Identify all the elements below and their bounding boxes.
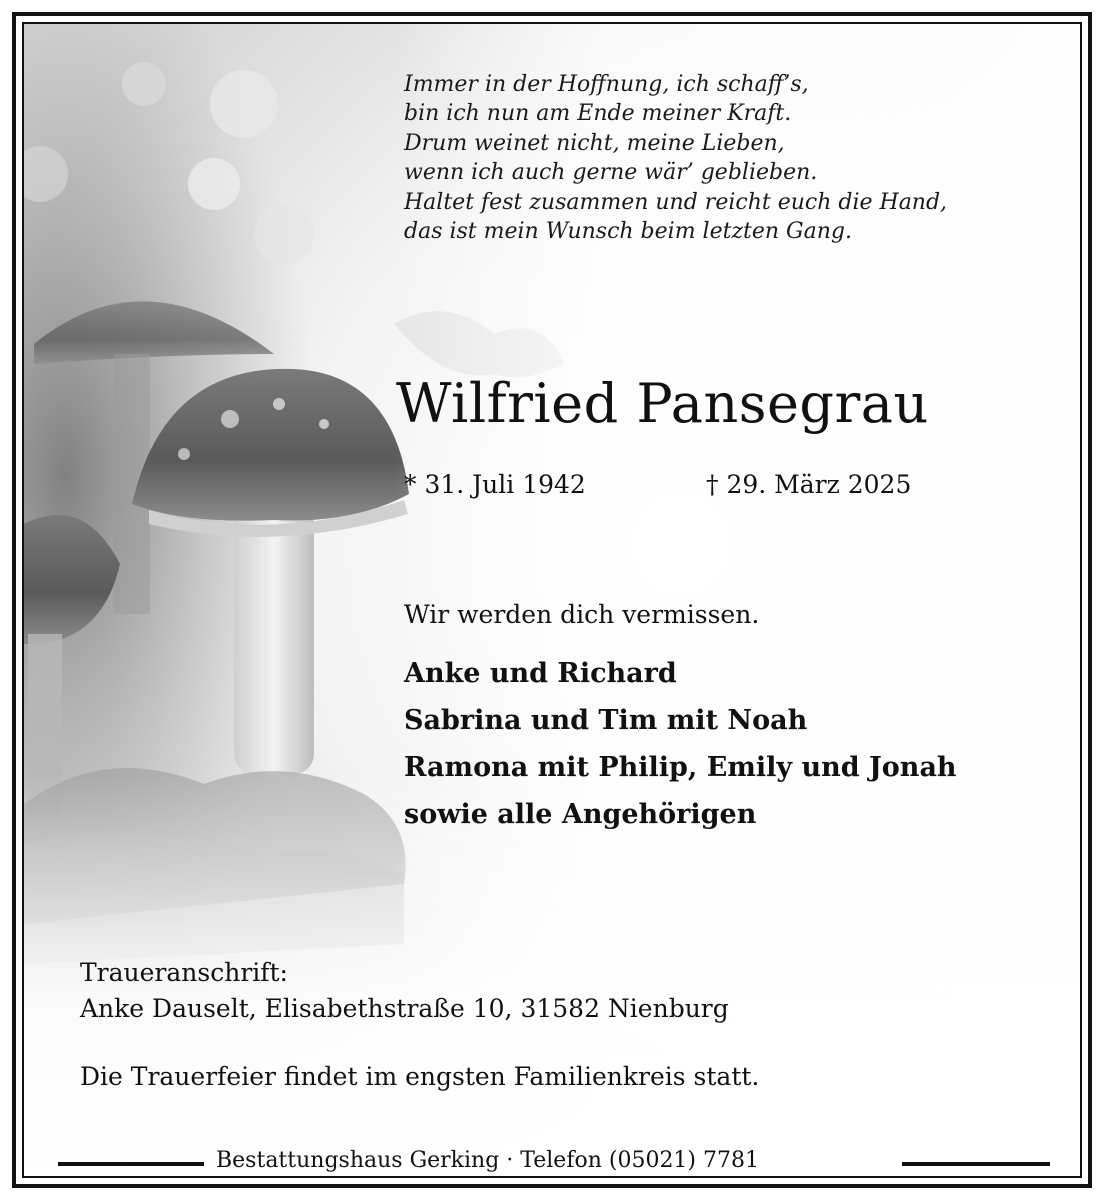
survivor-line: Anke und Richard [404, 658, 677, 689]
death-date: † 29. März 2025 [706, 470, 912, 499]
deceased-name: Wilfried Pansegrau [396, 372, 929, 435]
poem-line: bin ich nun am Ende meiner Kraft. [404, 101, 792, 127]
farewell-message: Wir werden dich vermissen. [404, 600, 760, 629]
obituary-card [22, 22, 1082, 1178]
survivors-list [404, 650, 957, 838]
poem [404, 70, 1064, 246]
poem-line: Immer in der Hoffnung, ich schaff’s, [404, 72, 809, 97]
poem-line: Haltet fest zusammen und reicht euch die Hand, [404, 189, 948, 215]
footer-rule-left [58, 1162, 204, 1166]
survivor-line: sowie alle Angehörigen [404, 799, 757, 830]
footer-rule-right [902, 1162, 1050, 1166]
address-label: Traueranschrift: [80, 958, 288, 987]
survivor-line: Sabrina und Tim mit Noah [404, 705, 808, 736]
funeral-home-footer [24, 1148, 1082, 1178]
ceremony-note: Die Trauerfeier findet im engsten Familienkreis statt. [80, 1062, 760, 1091]
poem-line: das ist mein Wunsch beim letzten Gang. [404, 219, 852, 245]
life-dates [404, 470, 912, 499]
funeral-home-contact: Bestattungshaus Gerking · Telefon (05021) 7781 [216, 1148, 759, 1173]
address-line: Anke Dauselt, Elisabethstraße 10, 31582 Nienburg [80, 994, 729, 1023]
poem-line: wenn ich auch gerne wär’ geblieben. [404, 160, 818, 186]
birth-date: * 31. Juli 1942 [404, 470, 586, 499]
survivor-line: Ramona mit Philip, Emily und Jonah [404, 752, 957, 783]
poem-line: Drum weinet nicht, meine Lieben, [404, 130, 785, 156]
